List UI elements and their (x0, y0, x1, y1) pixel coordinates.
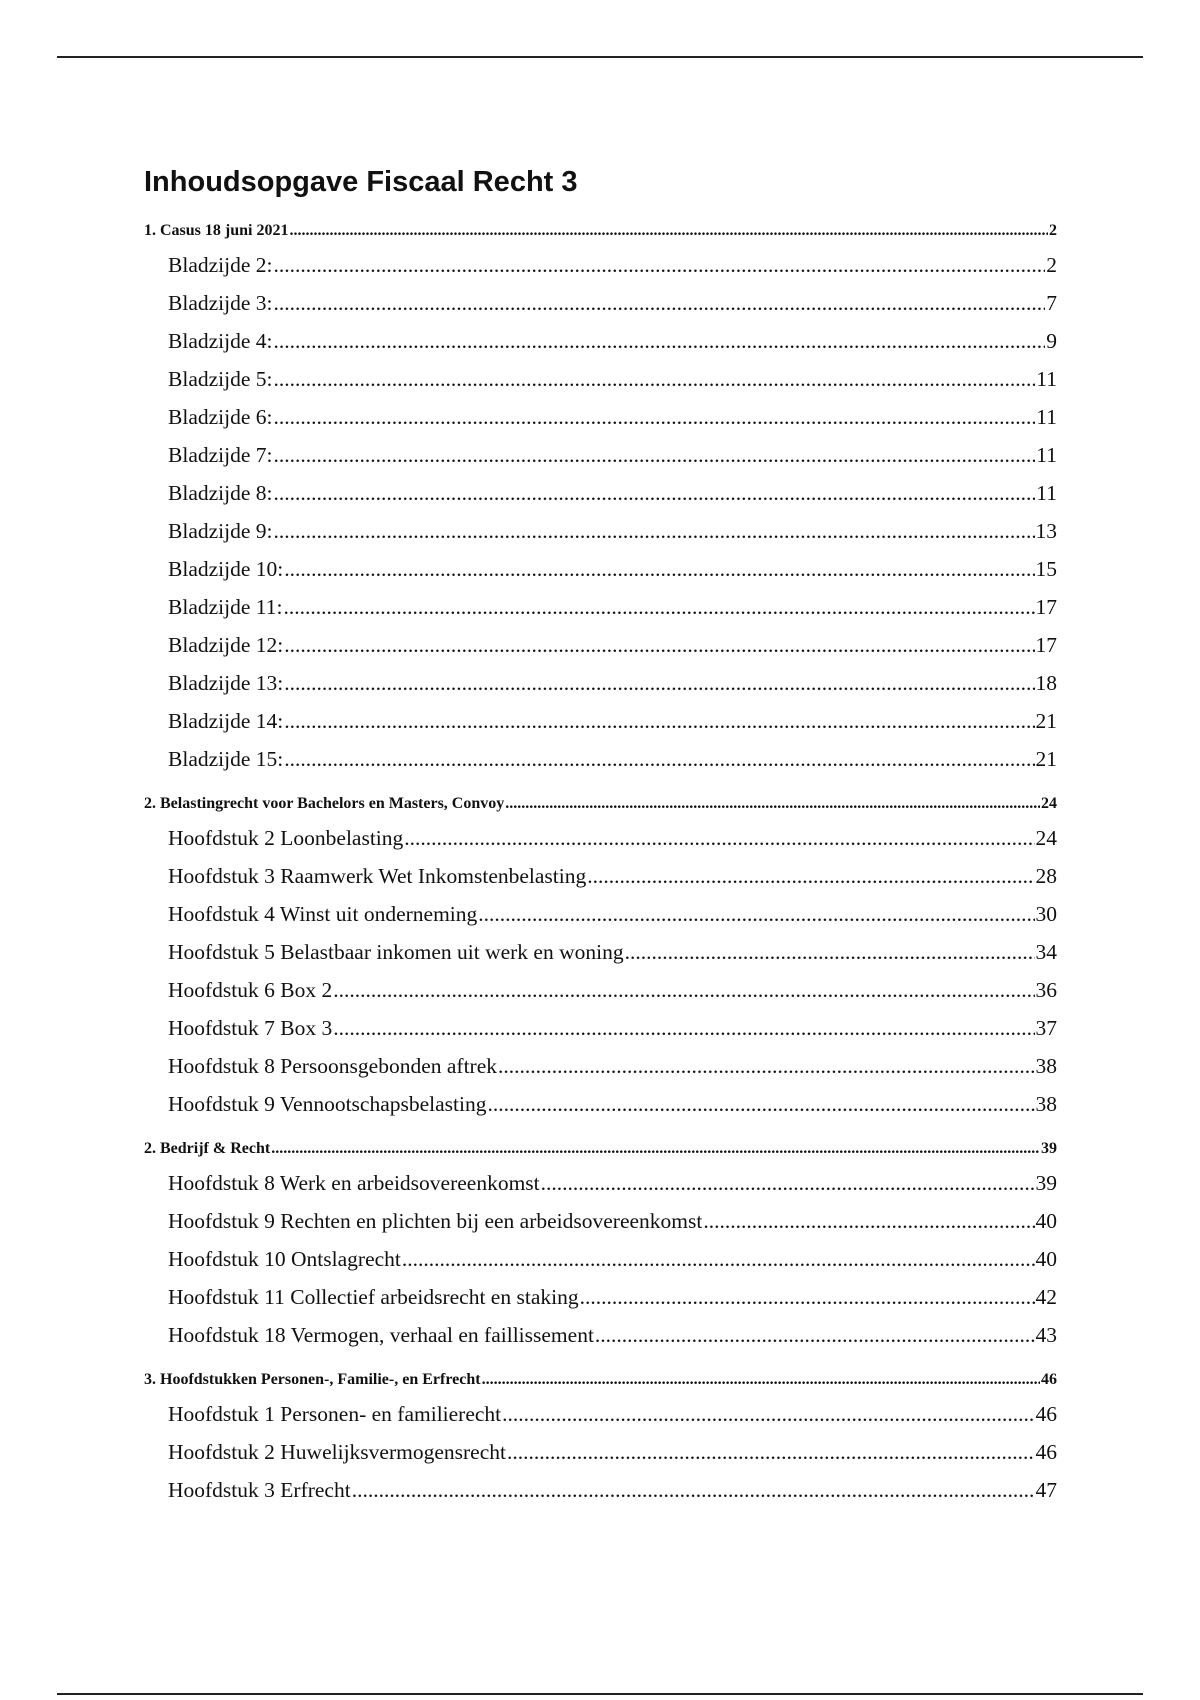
toc-entry[interactable] (144, 588, 1057, 626)
section-heading-label: 2. Belastingrecht voor Bachelors en Masters, Convoy (144, 795, 505, 812)
section-page-number: 24 (1041, 795, 1057, 812)
toc-entry[interactable] (144, 1047, 1057, 1085)
toc-entry[interactable] (144, 1395, 1057, 1433)
toc-entry-page-number: 11 (1036, 443, 1057, 467)
section-page-number: 46 (1041, 1371, 1057, 1388)
toc-entry[interactable] (144, 933, 1057, 971)
dot-leader (271, 1134, 1040, 1164)
toc-entry[interactable] (144, 857, 1057, 895)
toc-entry-label: Hoofdstuk 9 Rechten en plichten bij een arbeidsovereenkomst (168, 1209, 703, 1233)
dot-leader (283, 588, 1034, 626)
toc-entry-label: Hoofdstuk 7 Box 3 (168, 1016, 333, 1040)
toc-entry-label: Bladzijde 14: (168, 709, 284, 733)
toc-entry-page-number: 13 (1035, 519, 1057, 543)
section-heading-label: 2. Bedrijf & Recht (144, 1140, 271, 1157)
toc-entry-label: Bladzijde 11: (168, 595, 283, 619)
toc-section (144, 1365, 1057, 1509)
toc-section-heading[interactable] (144, 216, 1057, 246)
toc-entry[interactable] (144, 1316, 1057, 1354)
dot-leader (404, 819, 1034, 857)
toc-entry-label: Hoofdstuk 1 Personen- en familierecht (168, 1402, 502, 1426)
toc-entry[interactable] (144, 512, 1057, 550)
toc-entry[interactable] (144, 284, 1057, 322)
toc-entry[interactable] (144, 550, 1057, 588)
toc-entry-label: Bladzijde 2: (168, 253, 273, 277)
dot-leader (274, 284, 1046, 322)
toc-entry-page-number: 18 (1035, 671, 1057, 695)
toc-entry-page-number: 15 (1035, 557, 1057, 581)
toc-entry-label: Hoofdstuk 18 Vermogen, verhaal en faillissement (168, 1323, 594, 1347)
toc-entry-label: Bladzijde 8: (168, 481, 273, 505)
toc-entry-label: Hoofdstuk 11 Collectief arbeidsrecht en staking (168, 1285, 579, 1309)
toc-entry-page-number: 38 (1035, 1092, 1057, 1116)
toc-entry-page-number: 37 (1035, 1016, 1057, 1040)
toc-entry-label: Hoofdstuk 8 Werk en arbeidsovereenkomst (168, 1171, 540, 1195)
toc-entry-page-number: 46 (1035, 1440, 1057, 1464)
toc-section (144, 789, 1057, 1123)
toc-entry-label: Bladzijde 3: (168, 291, 273, 315)
toc-entry[interactable] (144, 1240, 1057, 1278)
dot-leader (498, 1047, 1034, 1085)
toc-entry[interactable] (144, 1202, 1057, 1240)
toc-entry-label: Bladzijde 10: (168, 557, 284, 581)
toc-section (144, 216, 1057, 778)
toc-entry-page-number: 30 (1035, 902, 1057, 926)
toc-content (144, 162, 1057, 1509)
toc-entry-page-number: 46 (1035, 1402, 1057, 1426)
toc-entry-page-number: 38 (1035, 1054, 1057, 1078)
toc-entry-page-number: 2 (1046, 253, 1057, 277)
dot-leader (488, 1085, 1035, 1123)
toc-entry[interactable] (144, 1433, 1057, 1471)
toc-entry-label: Hoofdstuk 3 Erfrecht (168, 1478, 351, 1502)
dot-leader (580, 1278, 1035, 1316)
dot-leader (625, 933, 1035, 971)
section-page-number: 39 (1041, 1140, 1057, 1157)
toc-entry[interactable] (144, 360, 1057, 398)
toc-entry-label: Bladzijde 5: (168, 367, 273, 391)
toc-entry[interactable] (144, 322, 1057, 360)
toc-entry-label: Hoofdstuk 6 Box 2 (168, 978, 333, 1002)
toc-entry-page-number: 11 (1036, 481, 1057, 505)
toc-entry-label: Hoofdstuk 2 Loonbelasting (168, 826, 404, 850)
toc-entry[interactable] (144, 1164, 1057, 1202)
dot-leader (284, 626, 1034, 664)
dot-leader (284, 740, 1034, 778)
dot-leader (352, 1471, 1035, 1509)
dot-leader (502, 1395, 1034, 1433)
toc-entry-label: Hoofdstuk 8 Persoonsgebonden aftrek (168, 1054, 498, 1078)
toc-entry-label: Hoofdstuk 5 Belastbaar inkomen uit werk en woning (168, 940, 624, 964)
toc-entry-label: Bladzijde 12: (168, 633, 284, 657)
dot-leader (274, 246, 1046, 284)
dot-leader (505, 789, 1040, 819)
dot-leader (703, 1202, 1034, 1240)
toc-section-heading[interactable] (144, 1365, 1057, 1395)
dot-leader (587, 857, 1034, 895)
toc-entry[interactable] (144, 626, 1057, 664)
toc-entry[interactable] (144, 1471, 1057, 1509)
toc-entry-label: Bladzijde 4: (168, 329, 273, 353)
table-of-contents (144, 216, 1057, 1509)
toc-entry-page-number: 7 (1046, 291, 1057, 315)
toc-entry-page-number: 21 (1035, 747, 1057, 771)
toc-entry[interactable] (144, 1085, 1057, 1123)
toc-entry-label: Bladzijde 13: (168, 671, 284, 695)
header-rule (57, 56, 1143, 58)
toc-entry-page-number: 28 (1035, 864, 1057, 888)
toc-entry-label: Bladzijde 7: (168, 443, 273, 467)
toc-entry-page-number: 40 (1035, 1209, 1057, 1233)
dot-leader (274, 436, 1036, 474)
toc-entry-page-number: 42 (1035, 1285, 1057, 1309)
toc-entry[interactable] (144, 702, 1057, 740)
dot-leader (284, 664, 1034, 702)
dot-leader (595, 1316, 1035, 1354)
dot-leader (274, 322, 1046, 360)
toc-entry-page-number: 11 (1036, 405, 1057, 429)
dot-leader (333, 971, 1034, 1009)
toc-entry-label: Bladzijde 15: (168, 747, 284, 771)
toc-entry[interactable] (144, 246, 1057, 284)
dot-leader (274, 512, 1035, 550)
dot-leader (289, 216, 1048, 246)
toc-section-heading[interactable] (144, 789, 1057, 819)
toc-section-heading[interactable] (144, 1134, 1057, 1164)
toc-entry-page-number: 43 (1035, 1323, 1057, 1347)
dot-leader (274, 398, 1036, 436)
section-page-number: 2 (1049, 222, 1057, 239)
toc-entry-page-number: 21 (1035, 709, 1057, 733)
toc-entry-label: Hoofdstuk 10 Ontslagrecht (168, 1247, 401, 1271)
toc-entry-label: Hoofdstuk 9 Vennootschapsbelasting (168, 1092, 487, 1116)
footer-rule (57, 1693, 1143, 1695)
toc-entry-label: Hoofdstuk 3 Raamwerk Wet Inkomstenbelasting (168, 864, 587, 888)
dot-leader (507, 1433, 1035, 1471)
toc-entry-label: Hoofdstuk 2 Huwelijksvermogensrecht (168, 1440, 506, 1464)
toc-entry[interactable] (144, 971, 1057, 1009)
toc-entry-page-number: 11 (1036, 367, 1057, 391)
toc-entry-label: Bladzijde 9: (168, 519, 273, 543)
dot-leader (541, 1164, 1035, 1202)
page-title: Inhoudsopgave Fiscaal Recht 3 (144, 166, 578, 198)
dot-leader (274, 474, 1036, 512)
toc-section (144, 1134, 1057, 1354)
toc-entry-page-number: 47 (1035, 1478, 1057, 1502)
section-heading-label: 3. Hoofdstukken Personen-, Familie-, en Erfrecht (144, 1371, 481, 1388)
toc-entry[interactable] (144, 740, 1057, 778)
toc-entry-page-number: 40 (1035, 1247, 1057, 1271)
dot-leader (284, 702, 1034, 740)
toc-entry-label: Bladzijde 6: (168, 405, 273, 429)
toc-entry[interactable] (144, 895, 1057, 933)
section-heading-label: 1. Casus 18 juni 2021 (144, 222, 289, 239)
toc-entry-page-number: 17 (1035, 595, 1057, 619)
toc-entry-page-number: 9 (1046, 329, 1057, 353)
toc-entry-label: Hoofdstuk 4 Winst uit onderneming (168, 902, 478, 926)
dot-leader (402, 1240, 1035, 1278)
toc-entry[interactable] (144, 1278, 1057, 1316)
toc-entry[interactable] (144, 819, 1057, 857)
toc-entry-page-number: 34 (1035, 940, 1057, 964)
toc-entry[interactable] (144, 398, 1057, 436)
toc-entry[interactable] (144, 436, 1057, 474)
toc-entry-page-number: 17 (1035, 633, 1057, 657)
dot-leader (284, 550, 1034, 588)
toc-entry[interactable] (144, 664, 1057, 702)
toc-entry-page-number: 36 (1035, 978, 1057, 1002)
toc-entry[interactable] (144, 1009, 1057, 1047)
dot-leader (478, 895, 1034, 933)
toc-entry[interactable] (144, 474, 1057, 512)
dot-leader (274, 360, 1036, 398)
dot-leader (482, 1365, 1040, 1395)
dot-leader (333, 1009, 1034, 1047)
toc-entry-page-number: 39 (1035, 1171, 1057, 1195)
toc-entry-page-number: 24 (1035, 826, 1057, 850)
